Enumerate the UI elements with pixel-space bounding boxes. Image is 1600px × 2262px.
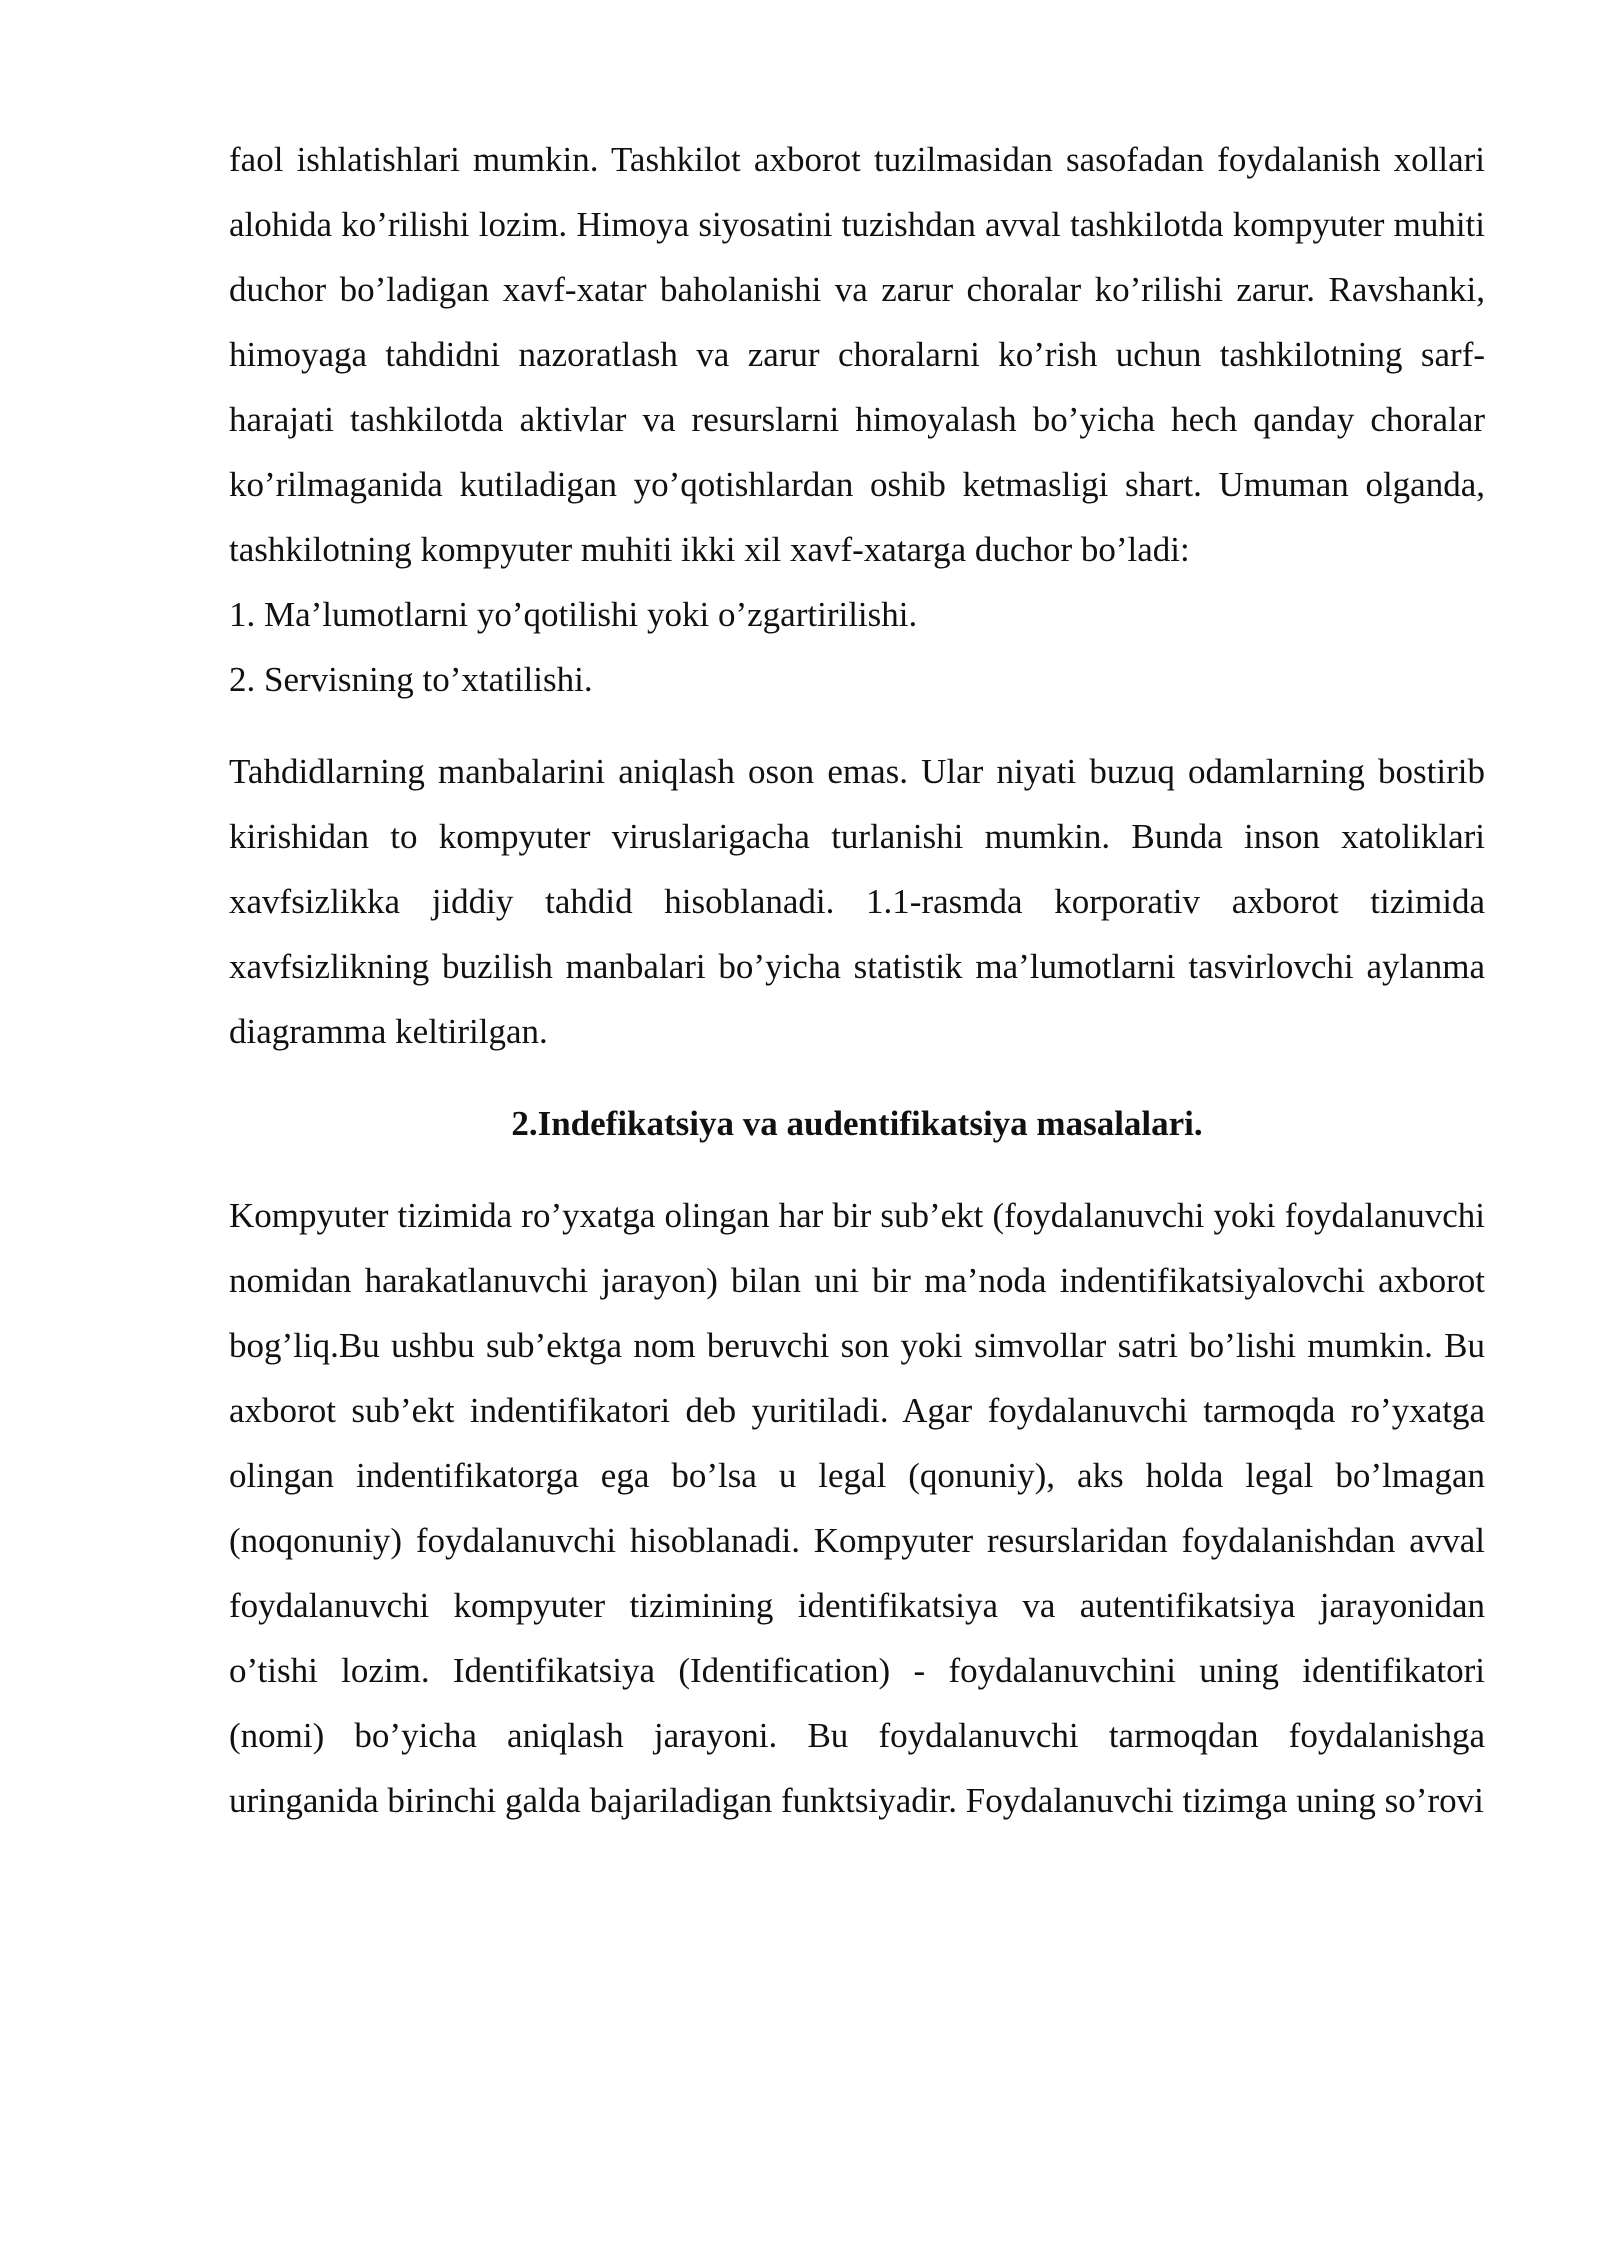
list-item-service-interruption: 2. Servisning to’xtatilishi. <box>229 660 593 699</box>
list-item-data-loss: 1. Ma’lumotlarni yo’qotilishi yoki o’zgartirilishi. <box>229 595 918 634</box>
section-heading: 2.Indefikatsiya va audentifikatsiya masalalari. <box>511 1104 1203 1143</box>
paragraph-identification: Kompyuter tizimida ro’yxatga olingan har bir sub’ekt (foydalanuvchi yoki foydalanuvchi nomidan harakatlanuvchi jarayon) bilan uni bir ma’noda indentifikatsiyalovchi axborot bog’liq.Bu ushbu sub’ektga nom beruvchi son yoki simvollar satri bo’lishi mumkin. Bu axborot sub’ekt indentifikatori deb yuritiladi. Agar foydalanuvchi tarmoqda ro’yxatga olingan indentifikatorga ega bo’lsa u legal (qonuniy), aks holda legal bo’lmagan (noqonuniy) foydalanuvchi hisoblanadi. Kompyuter resurslaridan foydalanishdan avval foydalanuvchi kompyuter tizimining identifikatsiya va autentifikatsiya jarayonidan o’tishi lozim. Identifikatsiya (Identification) - foydalanuvchini uning identifikatori (nomi) bo’yicha aniqlash jarayoni. Bu foydalanuvchi tarmoqdan foydalanishga uringanida birinchi galda bajariladigan funktsiyadir. Foydalanuvchi tizimga uning so’rovi <box>229 1196 1485 1820</box>
document-page <box>229 127 1485 1833</box>
paragraph-threat-sources: Tahdidlarning manbalarini aniqlash oson emas. Ular niyati buzuq odamlarning bostirib kirishidan to kompyuter viruslarigacha turlanishi mumkin. Bunda inson xatoliklari xavfsizlikka jiddiy tahdid hisoblanadi. 1.1-rasmda korporativ axborot tizimida xavfsizlikning buzilish manbalari bo’yicha statistik ma’lumotlarni tasvirlovchi aylanma diagramma keltirilgan. <box>229 752 1485 1051</box>
paragraph-risk-assessment: faol ishlatishlari mumkin. Tashkilot axborot tuzilmasidan sasofadan foydalanish xollari alohida ko’rilishi lozim. Himoya siyosatini tuzishdan avval tashkilotda kompyuter muhiti duchor bo’ladigan xavf-xatar baholanishi va zarur choralar ko’rilishi zarur. Ravshanki, himoyaga tahdidni nazoratlash va zarur choralarni ko’rish uchun tashkilotning sarf-harajati tashkilotda aktivlar va resurslarni himoyalash bo’yicha hech qanday choralar ko’rilmaganida kutiladigan yo’qotishlardan oshib ketmasligi shart. Umuman olganda, tashkilotning kompyuter muhiti ikki xil xavf-xatarga duchor bo’ladi: <box>229 140 1485 569</box>
